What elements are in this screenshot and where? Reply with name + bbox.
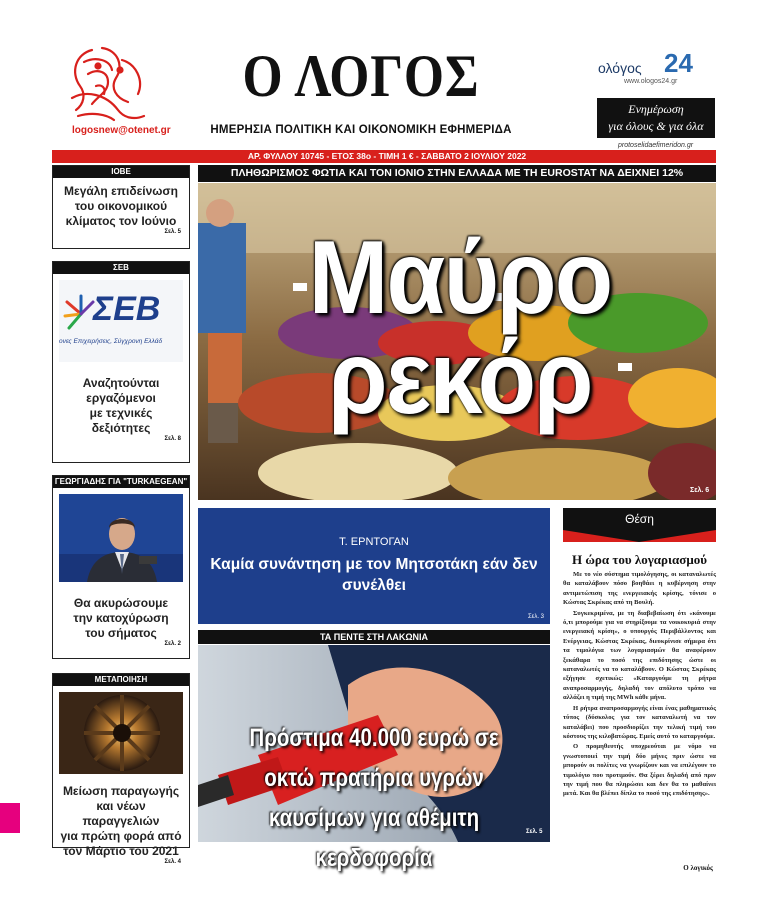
main-story-banner: ΠΛΗΘΩΡΙΣΜΟΣ ΦΩΤΙΑ ΚΑΙ ΤΟΝ ΙΟΝΙΟ ΣΤΗΝ ΕΛΛΑΔΑ ΜΕ ΤΗ EUROSTAT ΝΑ ΔΕΙΧΝΕΙ 12%: [198, 165, 716, 182]
sidebar-story-title-line: με τεχνικές: [89, 406, 153, 420]
page-reference: Σελ. 5: [164, 229, 181, 235]
opinion-paragraph: Η ρήτρα αναπροσαρμογής είναι ένας μαθηματικός τύπος (δύσκολος για τον καταναλωτή να τον καταλάβει) που προσδιορίζει την τελική τιμή του κόστους της κιλοβατώρας. Εμείς αυτό το καταργούμε.: [563, 704, 716, 740]
erdogan-story-box[interactable]: [198, 508, 550, 624]
issue-info-text: ΑΡ. ΦΥΛΛΟΥ 10745 - ΕΤΟΣ 38ο - ΤΙΜΗ 1 € - ΣΑΒΒΑΤΟ 2 ΙΟΥΛΙΟΥ 2022: [247, 151, 527, 161]
sidebar-story-title-line: Θα ακυρώσουμε: [73, 596, 169, 610]
page-reference: Σελ. 3: [527, 614, 544, 620]
sidebar-story-title-line: δεξιότητες: [91, 421, 151, 435]
sidebar-story-header: ΜΕΤΑΠΟΙΗΣΗ: [53, 674, 189, 686]
main-headline-line-2: ρεκόρ: [328, 320, 592, 436]
opinion-title: Η ώρα του λογαριασμού: [572, 552, 707, 567]
page-reference: Σελ. 4: [164, 859, 181, 865]
opinion-label: Θέση: [625, 512, 654, 526]
sidebar-story-iobe[interactable]: [52, 165, 190, 249]
page-reference: Σελ. 2: [164, 641, 181, 647]
sev-logo-text: ΣΕΒ: [93, 290, 161, 328]
main-headline-line-1: Μαύρο: [308, 220, 612, 336]
ologos24-url: www.ologos24.gr: [624, 78, 678, 85]
issue-info-bar: [52, 150, 716, 163]
sidebar-story-title-line: Μεγάλη επιδείνωση: [64, 184, 178, 198]
newspaper-subtitle: ΗΜΕΡΗΣΙΑ ΠΟΛΙΤΙΚΗ ΚΑΙ ΟΙΚΟΝΟΜΙΚΗ ΕΦΗΜΕΡΙΔΑ: [210, 124, 512, 136]
sev-logo-slogan: ονες Επιχειρήσεις, Σύγχρονη Ελλάδ: [59, 338, 163, 345]
opinion-body: [563, 570, 716, 800]
tagline-box: [597, 98, 715, 138]
sidebar-story-header: ΓΕΩΡΓΙΑΔΗΣ ΓΙΑ "TURKAEGEAN": [54, 477, 188, 486]
opinion-header-chevron: [563, 530, 716, 542]
lakonia-headline: [230, 718, 519, 878]
newspaper-title: Ο ΛΟΓΟΣ: [242, 43, 480, 109]
sidebar-story-sev[interactable]: [52, 261, 190, 463]
opinion-signature: Ο λογικός: [683, 864, 713, 872]
sidebar-story-georgiadis[interactable]: [52, 475, 190, 659]
sidebar-story-title-line: κλίματος τον Ιούνιο: [65, 214, 177, 228]
sidebar-story-title-line: Αναζητούνται: [82, 376, 160, 390]
page-reference: Σελ. 8: [164, 436, 181, 442]
pink-edge-marker: [0, 803, 20, 833]
sidebar-story-title-line: του σήματος: [85, 626, 157, 640]
sidebar-story-title-line: τον Μάρτιο του 2021: [63, 844, 179, 858]
page-reference: Σελ. 5: [526, 829, 543, 835]
sidebar-story-title-line: για πρώτη φορά από: [60, 829, 182, 843]
sidebar-story-title-line: εργαζόμενοι: [86, 391, 156, 405]
erdogan-kicker: Τ. ΕΡΝΤΟΓΑΝ: [339, 536, 409, 548]
lakonia-headline-line-1: Πρόστιμα 40.000 ευρώ σε οκτώ πρατήρια υγρών: [249, 724, 499, 792]
main-page-reference: Σελ. 6: [690, 487, 710, 494]
erdogan-headline: Καμία συνάντηση με τον Μητσοτάκη εάν δεν συνέλθει: [210, 556, 538, 594]
opinion-paragraph: Με το νέο σύστημα τιμολόγησης, οι καταναλωτές θα καταλάβουν πόσο βοηθάει η κυβέρνηση στην αντιμετώπιση της ενεργειακής κρίσης, τόνισε ο Κώστας Σκρέκας από τη Βουλή.: [563, 571, 716, 607]
ologos24-name: ολόγος: [598, 60, 642, 76]
opinion-paragraph: Συγκεκριμένα, με τη διαβεβαίωση ότι «κάνουμε ό,τι μπορούμε για να στηρίξουμε τα νοικοκυριά στην ενεργειακή κρίση», ο υπουργός Περιβάλλοντος και Ενέργειας, Κώστας Σκρέκας, διευκρίνισε σήμερα ότι τα τιμολόγια των λογαριασμών θα αναφέρουν ξεκάθαρα το ποσό της επιδότησης ώστε οι καταναλωτές να το καταλάβουν. Ο Κώστας Σκρέκας εξήγησε σχετικώς: «Καταργούμε τη ρήτρα αναπροσαρμογής, δηλαδή τον απόλυτο τρόπο να αλλάζει η τιμή της MWh κάθε μήνα.: [563, 609, 716, 702]
sidebar-story-title-line: του οικονομικού: [74, 199, 168, 213]
sidebar-story-metapoiisi[interactable]: [52, 673, 190, 865]
tagline-line-2: για όλους & για όλα: [608, 119, 704, 133]
sidebar-story-title-line: Μείωση παραγωγής: [62, 784, 180, 798]
industrial-machine-photo: [59, 692, 183, 774]
source-watermark: protoselidaefimeridon.gr: [618, 142, 694, 149]
lakonia-headline-line-2: καυσίμων για αθέμιτη κερδοφορία: [268, 804, 480, 872]
sidebar-story-header: ΙΟΒΕ: [53, 166, 189, 178]
newspaper-emblem-logo: [62, 40, 154, 124]
tagline-line-1: Ενημέρωση: [628, 102, 684, 116]
sidebar-story-title-line: την κατοχύρωση: [73, 611, 169, 625]
contact-email[interactable]: logosnew@otenet.gr: [72, 125, 171, 136]
georgiadis-photo: [59, 494, 183, 582]
main-headline: [258, 220, 663, 436]
sidebar-story-title-line: και νέων παραγγελιών: [82, 799, 160, 828]
sev-logo-image: [59, 280, 183, 362]
ologos24-number: 24: [664, 48, 693, 78]
ologos24-logo[interactable]: [590, 48, 720, 92]
opinion-paragraph: Ο προμηθευτής υποχρεούται με νόμο να γνωστοποιεί την τιμή δύο μήνες πριν ώστε να μπορούν οι πολίτες να γνωρίζουν και να επιλέγουν το τιμολόγιο που προτιμούν. Θα ξέρει δηλαδή από πριν την τιμή που θα πληρώσει και δεν θα το μαθαίνει μετά. Και θα βλέπει δίπλα το ποσό της επιδότησης».: [563, 743, 716, 798]
lakonia-header: ΤΑ ΠΕΝΤΕ ΣΤΗ ΛΑΚΩΝΙΑ: [198, 630, 550, 644]
sidebar-story-header: ΣΕΒ: [53, 262, 189, 274]
